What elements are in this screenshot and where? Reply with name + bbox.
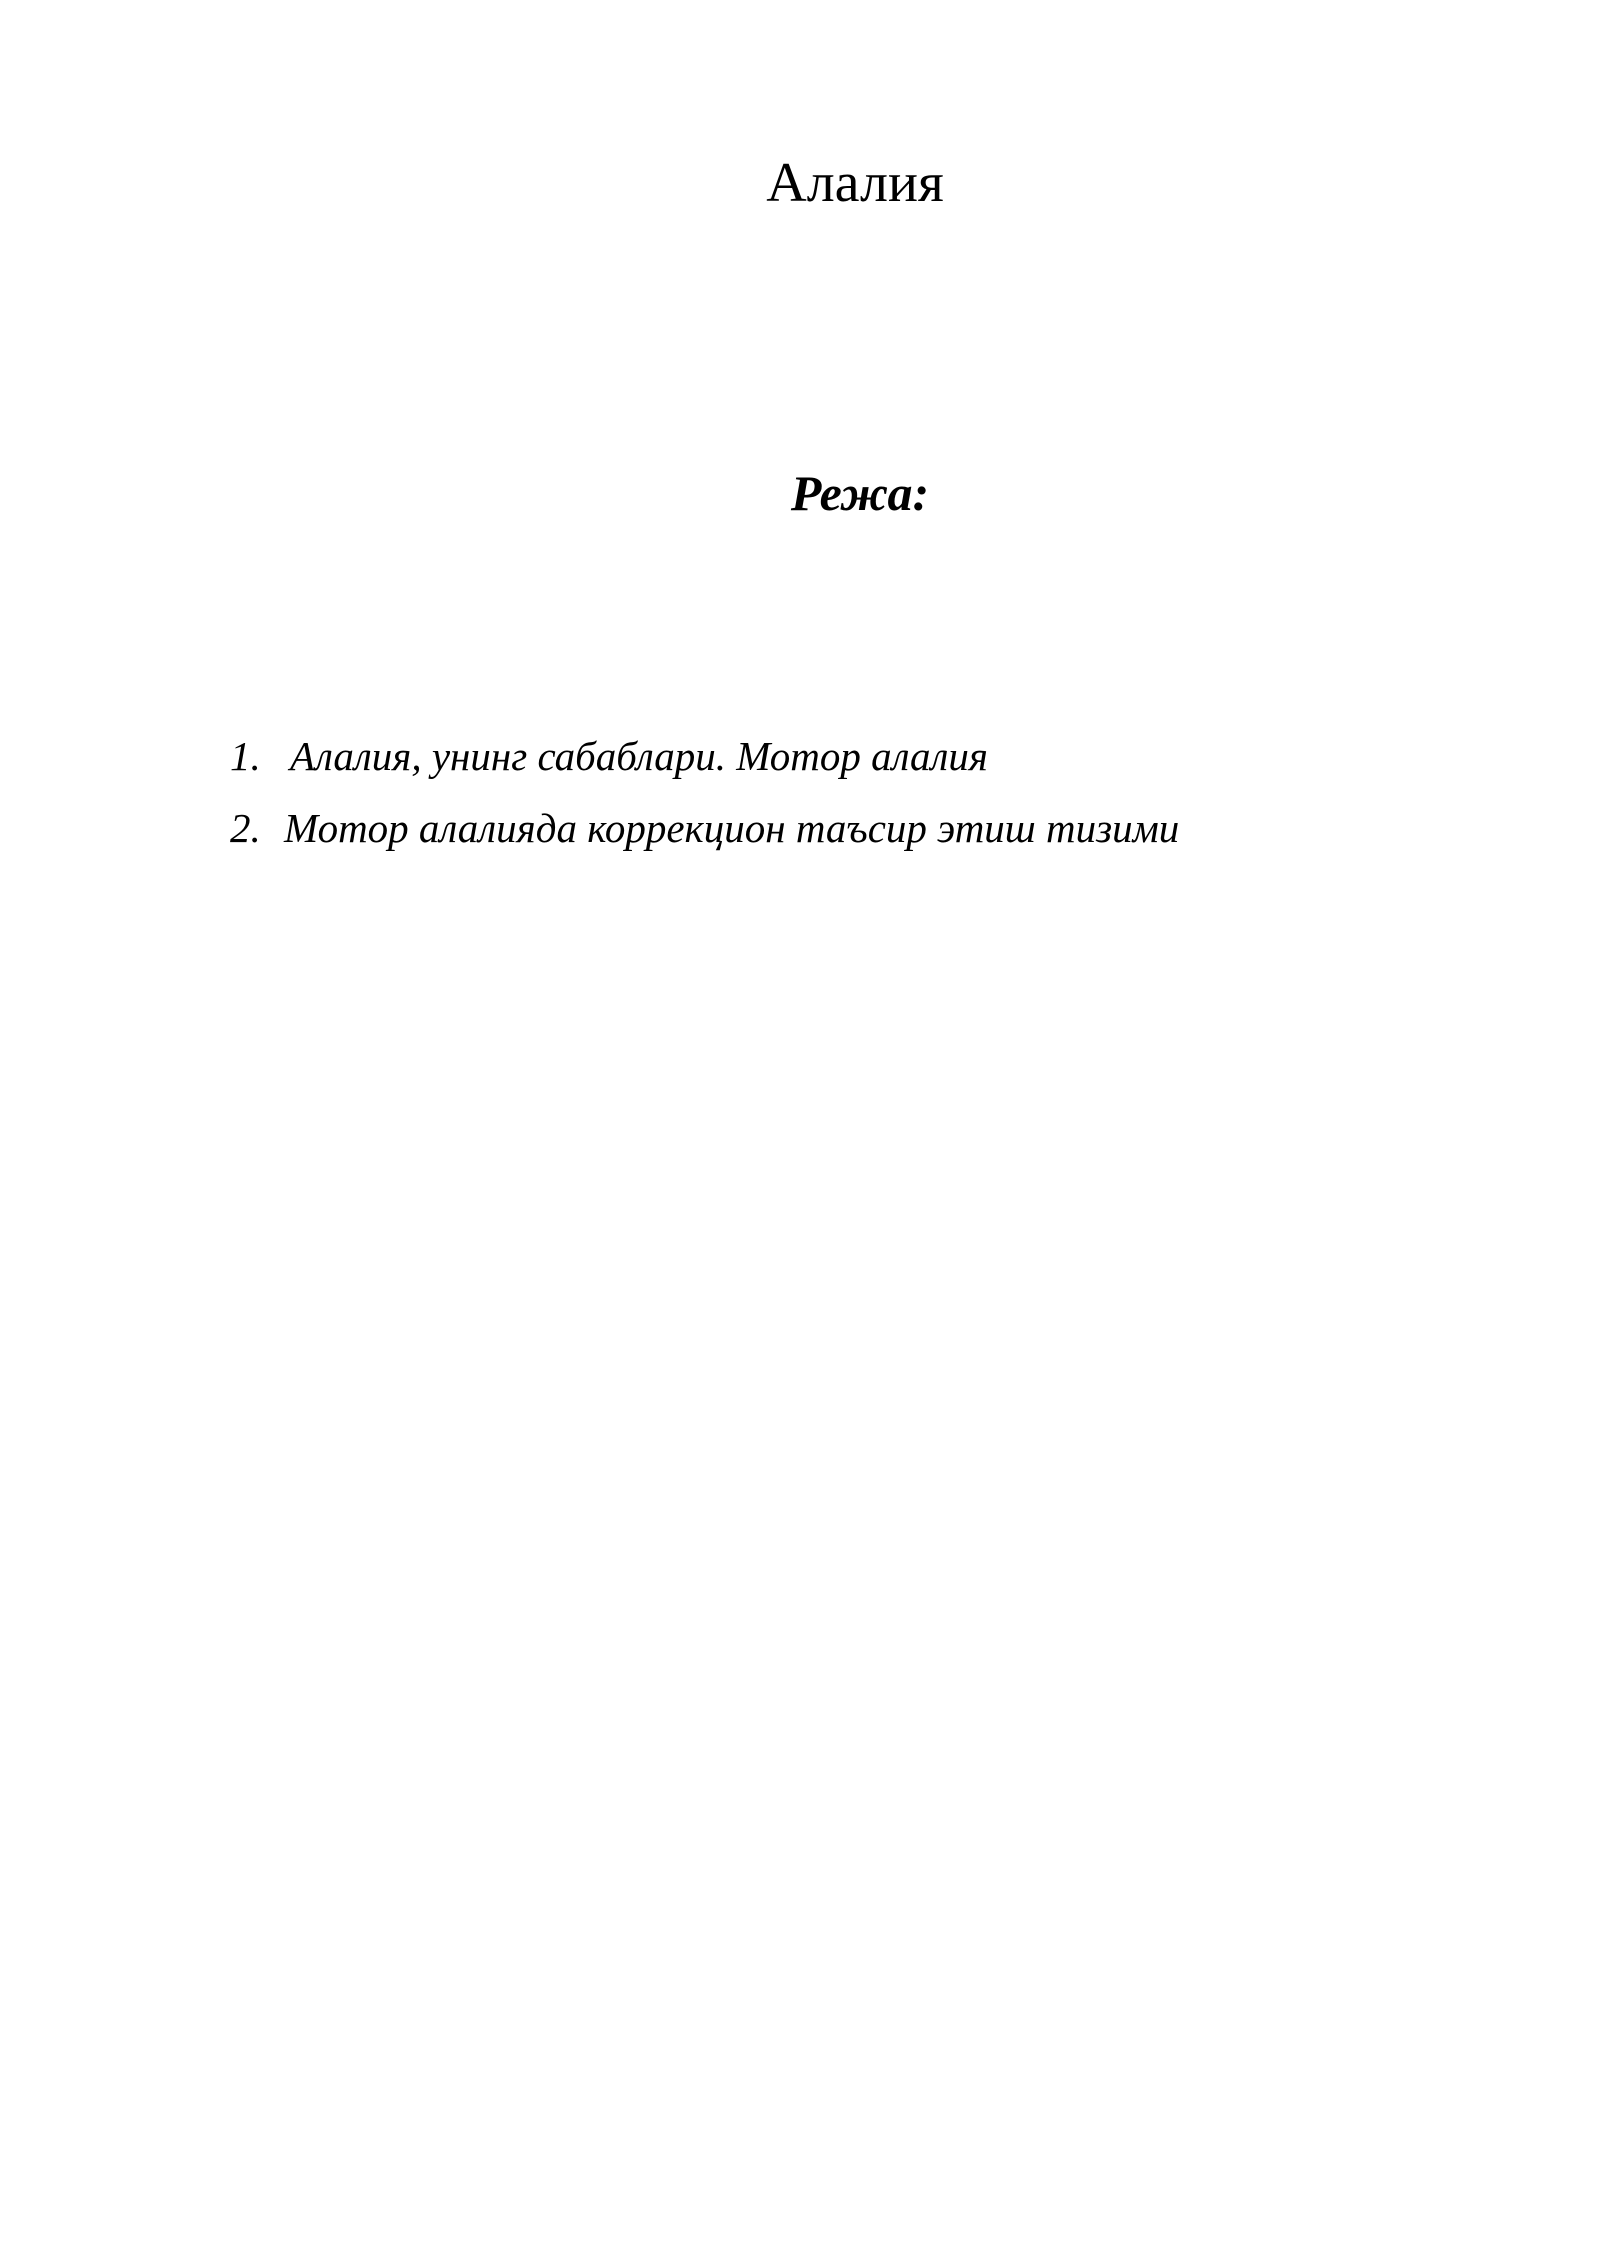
plan-item-number: 1. — [230, 733, 261, 779]
plan-item — [230, 720, 1179, 792]
plan-item — [230, 792, 1179, 864]
plan-list — [230, 720, 1179, 864]
document-title: Алалия — [766, 152, 944, 214]
plan-item-text: Мотор алалияда коррекцион таъсир этиш тизими — [284, 805, 1180, 851]
plan-item-number: 2. — [230, 805, 261, 851]
plan-heading: Режа: — [790, 465, 930, 521]
plan-item-text: Алалия, унинг сабаблари. Мотор алалия — [290, 733, 988, 779]
